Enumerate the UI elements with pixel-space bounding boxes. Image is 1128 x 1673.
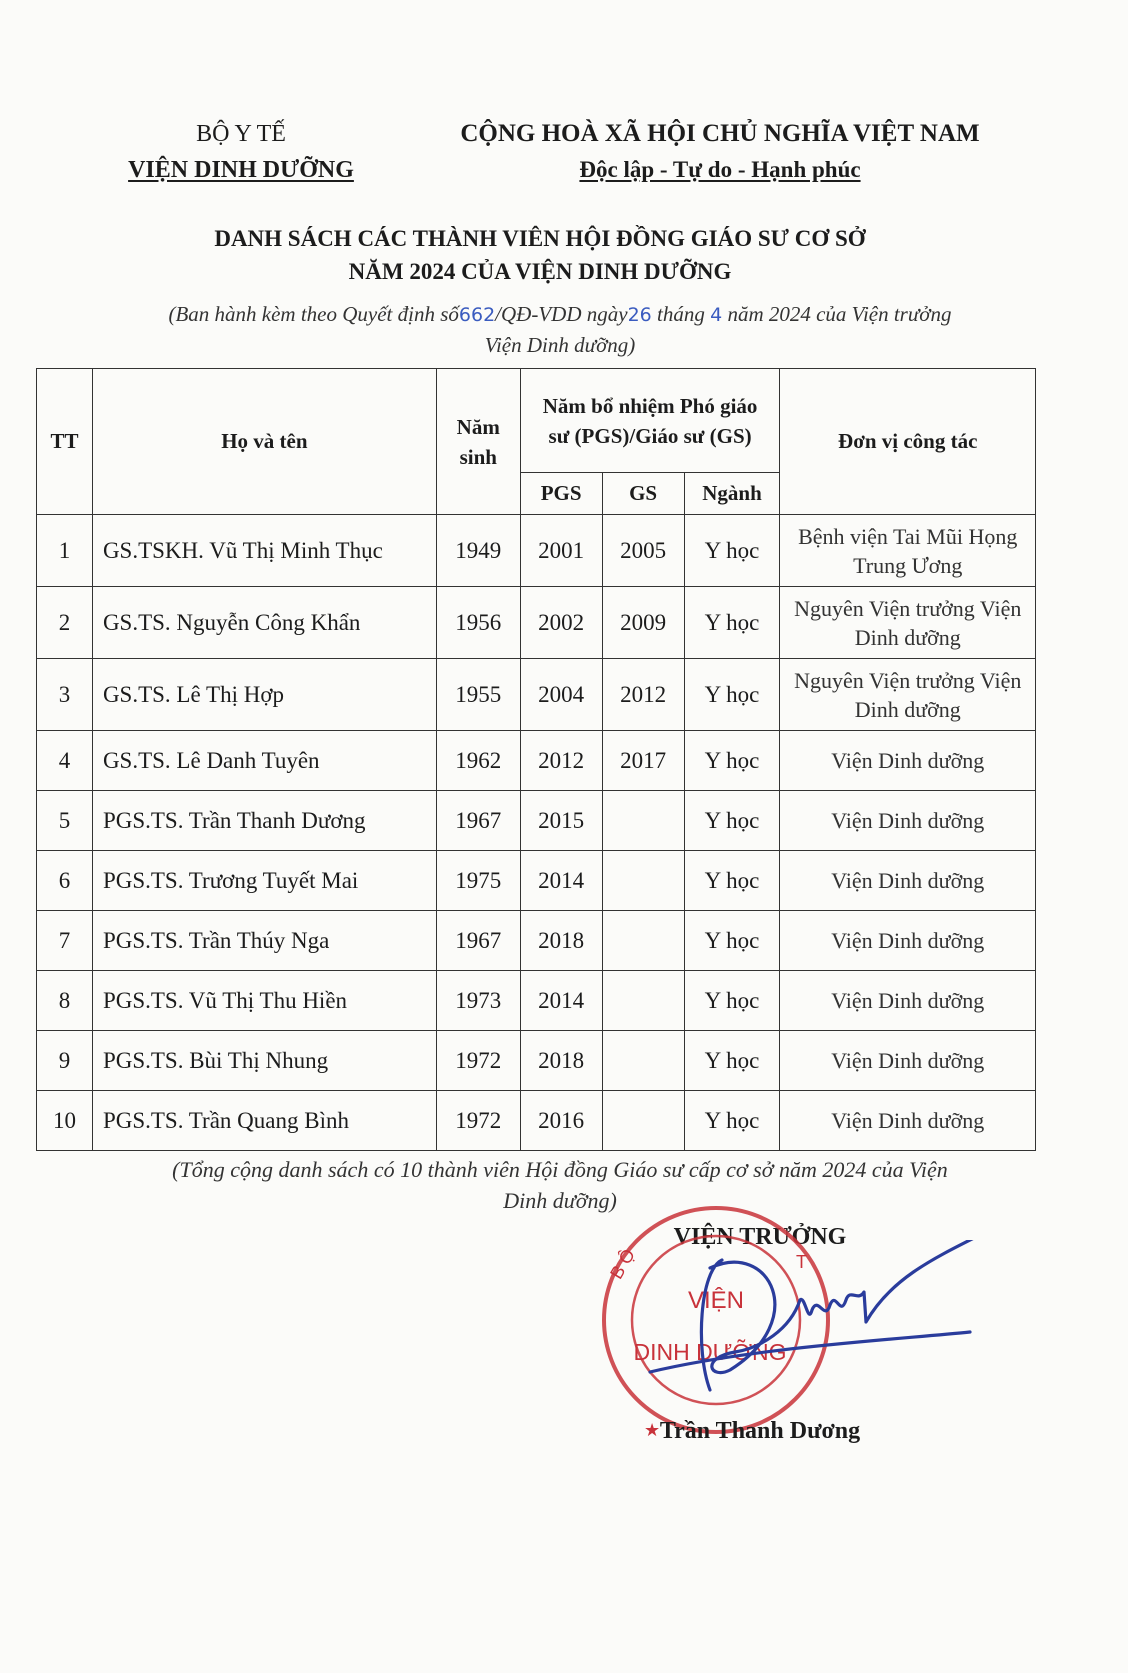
table-row [37, 851, 1036, 911]
table-row [37, 911, 1036, 971]
cell-birth: 1973 [436, 971, 520, 1031]
cell-pgs: 2014 [520, 971, 602, 1031]
cell-name: GS.TS. Lê Danh Tuyên [92, 731, 436, 791]
title-line-2: NĂM 2024 CỦA VIỆN DINH DƯỠNG [348, 259, 732, 284]
cell-unit: Viện Dinh dưỡng [780, 1091, 1036, 1151]
cell-tt: 6 [37, 851, 93, 911]
cell-birth: 1967 [436, 911, 520, 971]
cell-gs: 2017 [602, 731, 684, 791]
issuer-block [96, 116, 386, 188]
header-name: Họ và tên [92, 369, 436, 515]
cell-field: Y học [684, 515, 780, 587]
cell-tt: 2 [37, 587, 93, 659]
cell-birth: 1962 [436, 731, 520, 791]
cell-unit: Viện Dinh dưỡng [780, 731, 1036, 791]
cell-birth: 1972 [436, 1091, 520, 1151]
cell-unit: Nguyên Viện trưởng Viện Dinh dưỡng [780, 587, 1036, 659]
cell-pgs: 2018 [520, 1031, 602, 1091]
cell-name: PGS.TS. Bùi Thị Nhung [92, 1031, 436, 1091]
signature-title: VIỆN TRƯỞNG [673, 1224, 847, 1250]
cell-pgs: 2012 [520, 731, 602, 791]
document-subtitle [50, 299, 1070, 360]
stamp-text-line-2: DINH DƯỠNG [633, 1339, 787, 1365]
cell-tt: 1 [37, 515, 93, 587]
stamp-star-icon: ★ [644, 1420, 661, 1440]
cell-name: GS.TSKH. Vũ Thị Minh Thục [92, 515, 436, 587]
stamp-text-line-1: VIỆN [687, 1287, 745, 1314]
cell-gs [602, 971, 684, 1031]
cell-unit: Viện Dinh dưỡng [780, 1031, 1036, 1091]
cell-field: Y học [684, 731, 780, 791]
cell-birth: 1975 [436, 851, 520, 911]
table-row [37, 1091, 1036, 1151]
subtitle-line-1: (Ban hành kèm theo Quyết định số662/QĐ-VDD ngày26 tháng 4 năm 2024 của Viện trưởng [168, 302, 952, 326]
stamp-ring-right: T [796, 1252, 807, 1272]
cell-pgs: 2014 [520, 851, 602, 911]
header-birth: Năm sinh [436, 369, 520, 515]
note-line-2: Dinh dưỡng) [503, 1188, 617, 1213]
table-row [37, 731, 1036, 791]
cell-pgs: 2018 [520, 911, 602, 971]
cell-unit: Bệnh viện Tai Mũi Họng Trung Ương [780, 515, 1036, 587]
cell-gs: 2009 [602, 587, 684, 659]
cell-field: Y học [684, 911, 780, 971]
cell-tt: 4 [37, 731, 93, 791]
cell-unit: Viện Dinh dưỡng [780, 911, 1036, 971]
cell-tt: 8 [37, 971, 93, 1031]
decision-month: 4 [710, 304, 723, 326]
header-tt: TT [37, 369, 93, 515]
national-header [420, 116, 1020, 188]
cell-gs [602, 851, 684, 911]
members-table [36, 368, 1036, 1151]
cell-field: Y học [684, 1031, 780, 1091]
cell-name: PGS.TS. Trần Thúy Nga [92, 911, 436, 971]
cell-pgs: 2002 [520, 587, 602, 659]
signer-name: Trần Thanh Dương [659, 1418, 861, 1444]
cell-pgs: 2001 [520, 515, 602, 587]
cell-tt: 9 [37, 1031, 93, 1091]
cell-field: Y học [684, 791, 780, 851]
table-row [37, 587, 1036, 659]
motto: Độc lập - Tự do - Hạnh phúc [579, 157, 861, 182]
cell-tt: 7 [37, 911, 93, 971]
table-row [37, 659, 1036, 731]
cell-name: PGS.TS. Vũ Thị Thu Hiền [92, 971, 436, 1031]
cell-name: PGS.TS. Trần Quang Bình [92, 1091, 436, 1151]
cell-pgs: 2016 [520, 1091, 602, 1151]
subtitle-line-2: Viện Dinh dưỡng) [484, 333, 636, 357]
cell-birth: 1967 [436, 791, 520, 851]
cell-tt: 3 [37, 659, 93, 731]
cell-pgs: 2004 [520, 659, 602, 731]
cell-pgs: 2015 [520, 791, 602, 851]
table-row [37, 791, 1036, 851]
document-title [80, 222, 1000, 288]
cell-unit: Viện Dinh dưỡng [780, 791, 1036, 851]
header-pgs: PGS [520, 473, 602, 515]
table-row [37, 971, 1036, 1031]
header-unit: Đơn vị công tác [780, 369, 1036, 515]
cell-field: Y học [684, 851, 780, 911]
title-line-1: DANH SÁCH CÁC THÀNH VIÊN HỘI ĐỒNG GIÁO SƯ CƠ SỞ [214, 226, 866, 251]
cell-gs: 2012 [602, 659, 684, 731]
cell-field: Y học [684, 587, 780, 659]
cell-birth: 1972 [436, 1031, 520, 1091]
decision-number: 662 [458, 304, 496, 326]
table-row [37, 515, 1036, 587]
cell-field: Y học [684, 659, 780, 731]
cell-name: PGS.TS. Trương Tuyết Mai [92, 851, 436, 911]
cell-gs: 2005 [602, 515, 684, 587]
cell-name: PGS.TS. Trần Thanh Dương [92, 791, 436, 851]
cell-name: GS.TS. Nguyễn Công Khẩn [92, 587, 436, 659]
header-gs: GS [602, 473, 684, 515]
cell-unit: Nguyên Viện trưởng Viện Dinh dưỡng [780, 659, 1036, 731]
country-name: CỘNG HOÀ XÃ HỘI CHỦ NGHĨA VIỆT NAM [460, 120, 980, 147]
table-row [37, 1031, 1036, 1091]
ministry-name: BỘ Y TẾ [196, 121, 286, 147]
total-note [50, 1154, 1070, 1216]
cell-tt: 10 [37, 1091, 93, 1151]
cell-birth: 1956 [436, 587, 520, 659]
header-field: Ngành [684, 473, 780, 515]
cell-gs [602, 1091, 684, 1151]
decision-day: 26 [627, 304, 652, 326]
institute-name: VIỆN DINH DƯỠNG [128, 157, 354, 183]
signature-stroke [701, 1240, 980, 1390]
cell-birth: 1955 [436, 659, 520, 731]
cell-tt: 5 [37, 791, 93, 851]
cell-field: Y học [684, 1091, 780, 1151]
header-appointment: Năm bổ nhiệm Phó giáo sư (PGS)/Giáo sư (GS) [520, 369, 780, 473]
stamp-ring-left: B Ộ [606, 1245, 639, 1283]
cell-birth: 1949 [436, 515, 520, 587]
cell-unit: Viện Dinh dưỡng [780, 851, 1036, 911]
cell-field: Y học [684, 971, 780, 1031]
cell-gs [602, 911, 684, 971]
cell-unit: Viện Dinh dưỡng [780, 971, 1036, 1031]
handwritten-signature [640, 1240, 1040, 1410]
cell-name: GS.TS. Lê Thị Hợp [92, 659, 436, 731]
signature-underline [650, 1332, 970, 1372]
note-line-1: (Tổng cộng danh sách có 10 thành viên Hội đồng Giáo sư cấp cơ sở năm 2024 của Viện [172, 1157, 948, 1182]
cell-gs [602, 1031, 684, 1091]
cell-gs [602, 791, 684, 851]
